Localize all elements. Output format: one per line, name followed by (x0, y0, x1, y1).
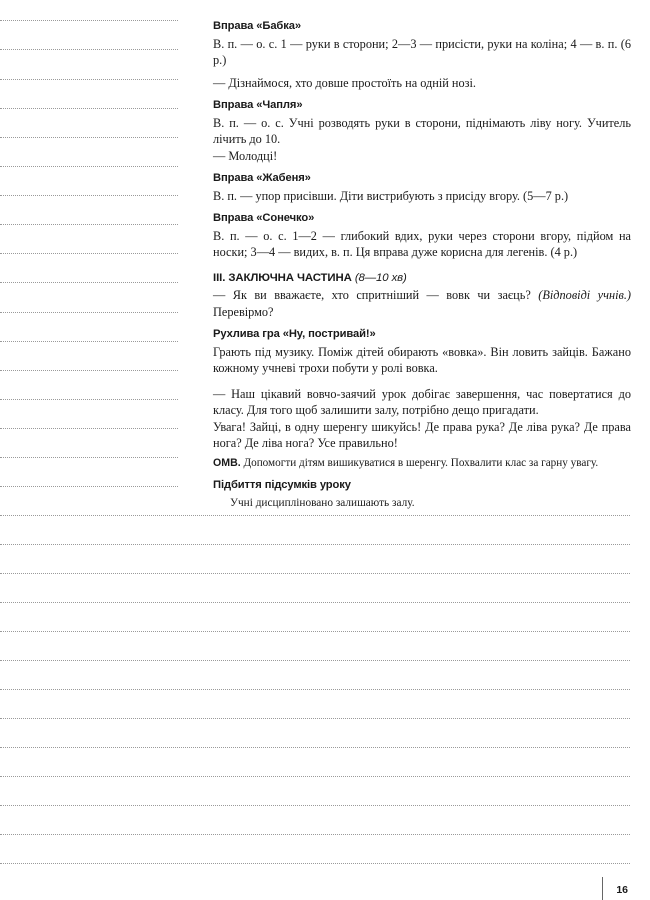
page-number-divider (602, 877, 603, 900)
omv-text: Допомогти дітям вишикуватися в шеренгу. Похвалити клас за гарну увагу. (243, 456, 599, 469)
note-line (0, 544, 630, 545)
question-followup: Перевірмо? (213, 304, 274, 319)
teacher-speech: — Молодці! (213, 148, 278, 163)
omv-label: ОМВ. (213, 456, 241, 469)
teacher-speech: — Наш цікавий вовчо-заячий урок добігає завершення, час повертатися до класу. Для того щоб залишити залу, потрібно дещо пригадати. (213, 386, 631, 417)
summary-text: Учні дисципліновано залишають залу. (230, 497, 415, 509)
note-line (0, 805, 630, 806)
teacher-speech: — Дізнаймося, хто довше простоїть на одній нозі. (213, 75, 477, 90)
exercise-title: Вправа «Бабка» (213, 20, 301, 32)
lesson-content (213, 18, 631, 512)
note-line (0, 660, 630, 661)
question-text (213, 287, 631, 320)
question: — Як ви вважаєте, хто спритніший — вовк чи заєць? (213, 288, 531, 302)
note-line (0, 747, 630, 748)
note-line (0, 631, 630, 632)
answer-note: (Відповіді учнів.) (538, 288, 632, 302)
exercise-title: Вправа «Жабеня» (213, 172, 311, 184)
game-text: Грають під музику. Поміж дітей обирають «вовка». Він ловить зайців. Бажано кожному учневі трохи побути у ролі вовка. (213, 344, 631, 375)
note-line (0, 834, 630, 835)
section-heading (213, 270, 631, 287)
note-line (0, 718, 630, 719)
exercise-title: Вправа «Сонечко» (213, 212, 315, 224)
exercise-text: В. п. — о. с. 1—2 — глибокий вдих, руки через сторони вгору, підйом на носки; 3—4 — видих, в. п. Ця вправа дуже корисна для легенів. (4 р.) (213, 228, 631, 259)
exercise-text: В. п. — о. с. Учні розводять руки в сторони, піднімають ліву ногу. Учитель лічить до 10. (213, 115, 631, 146)
exercise-text: В. п. — упор присівши. Діти вистрибують з присіду вгору. (5—7 р.) (213, 188, 569, 203)
game-title: Рухлива гра «Ну, постривай!» (213, 328, 376, 340)
exercise-text: В. п. — о. с. 1 — руки в сторони; 2—3 — присісти, руки на коліна; 4 — в. п. (6 р.) (213, 36, 631, 67)
section-time: (8—10 хв) (354, 271, 407, 284)
note-line (0, 515, 630, 516)
note-line (0, 776, 630, 777)
note-line (0, 689, 630, 690)
teacher-speech: Увага! Зайці, в одну шеренгу шикуйсь! Де права рука? Де ліва рука? Де права нога? Де ліва нога? Усе правильно! (213, 419, 631, 450)
note-line (0, 573, 630, 574)
note-line (0, 602, 630, 603)
summary-title: Підбиття підсумків уроку (213, 478, 351, 491)
omv-note (213, 456, 631, 471)
section-title: ІІІ. ЗАКЛЮЧНА ЧАСТИНА (213, 271, 352, 284)
page-number: 16 (616, 884, 628, 896)
note-line (0, 863, 630, 864)
exercise-title: Вправа «Чапля» (213, 99, 303, 111)
